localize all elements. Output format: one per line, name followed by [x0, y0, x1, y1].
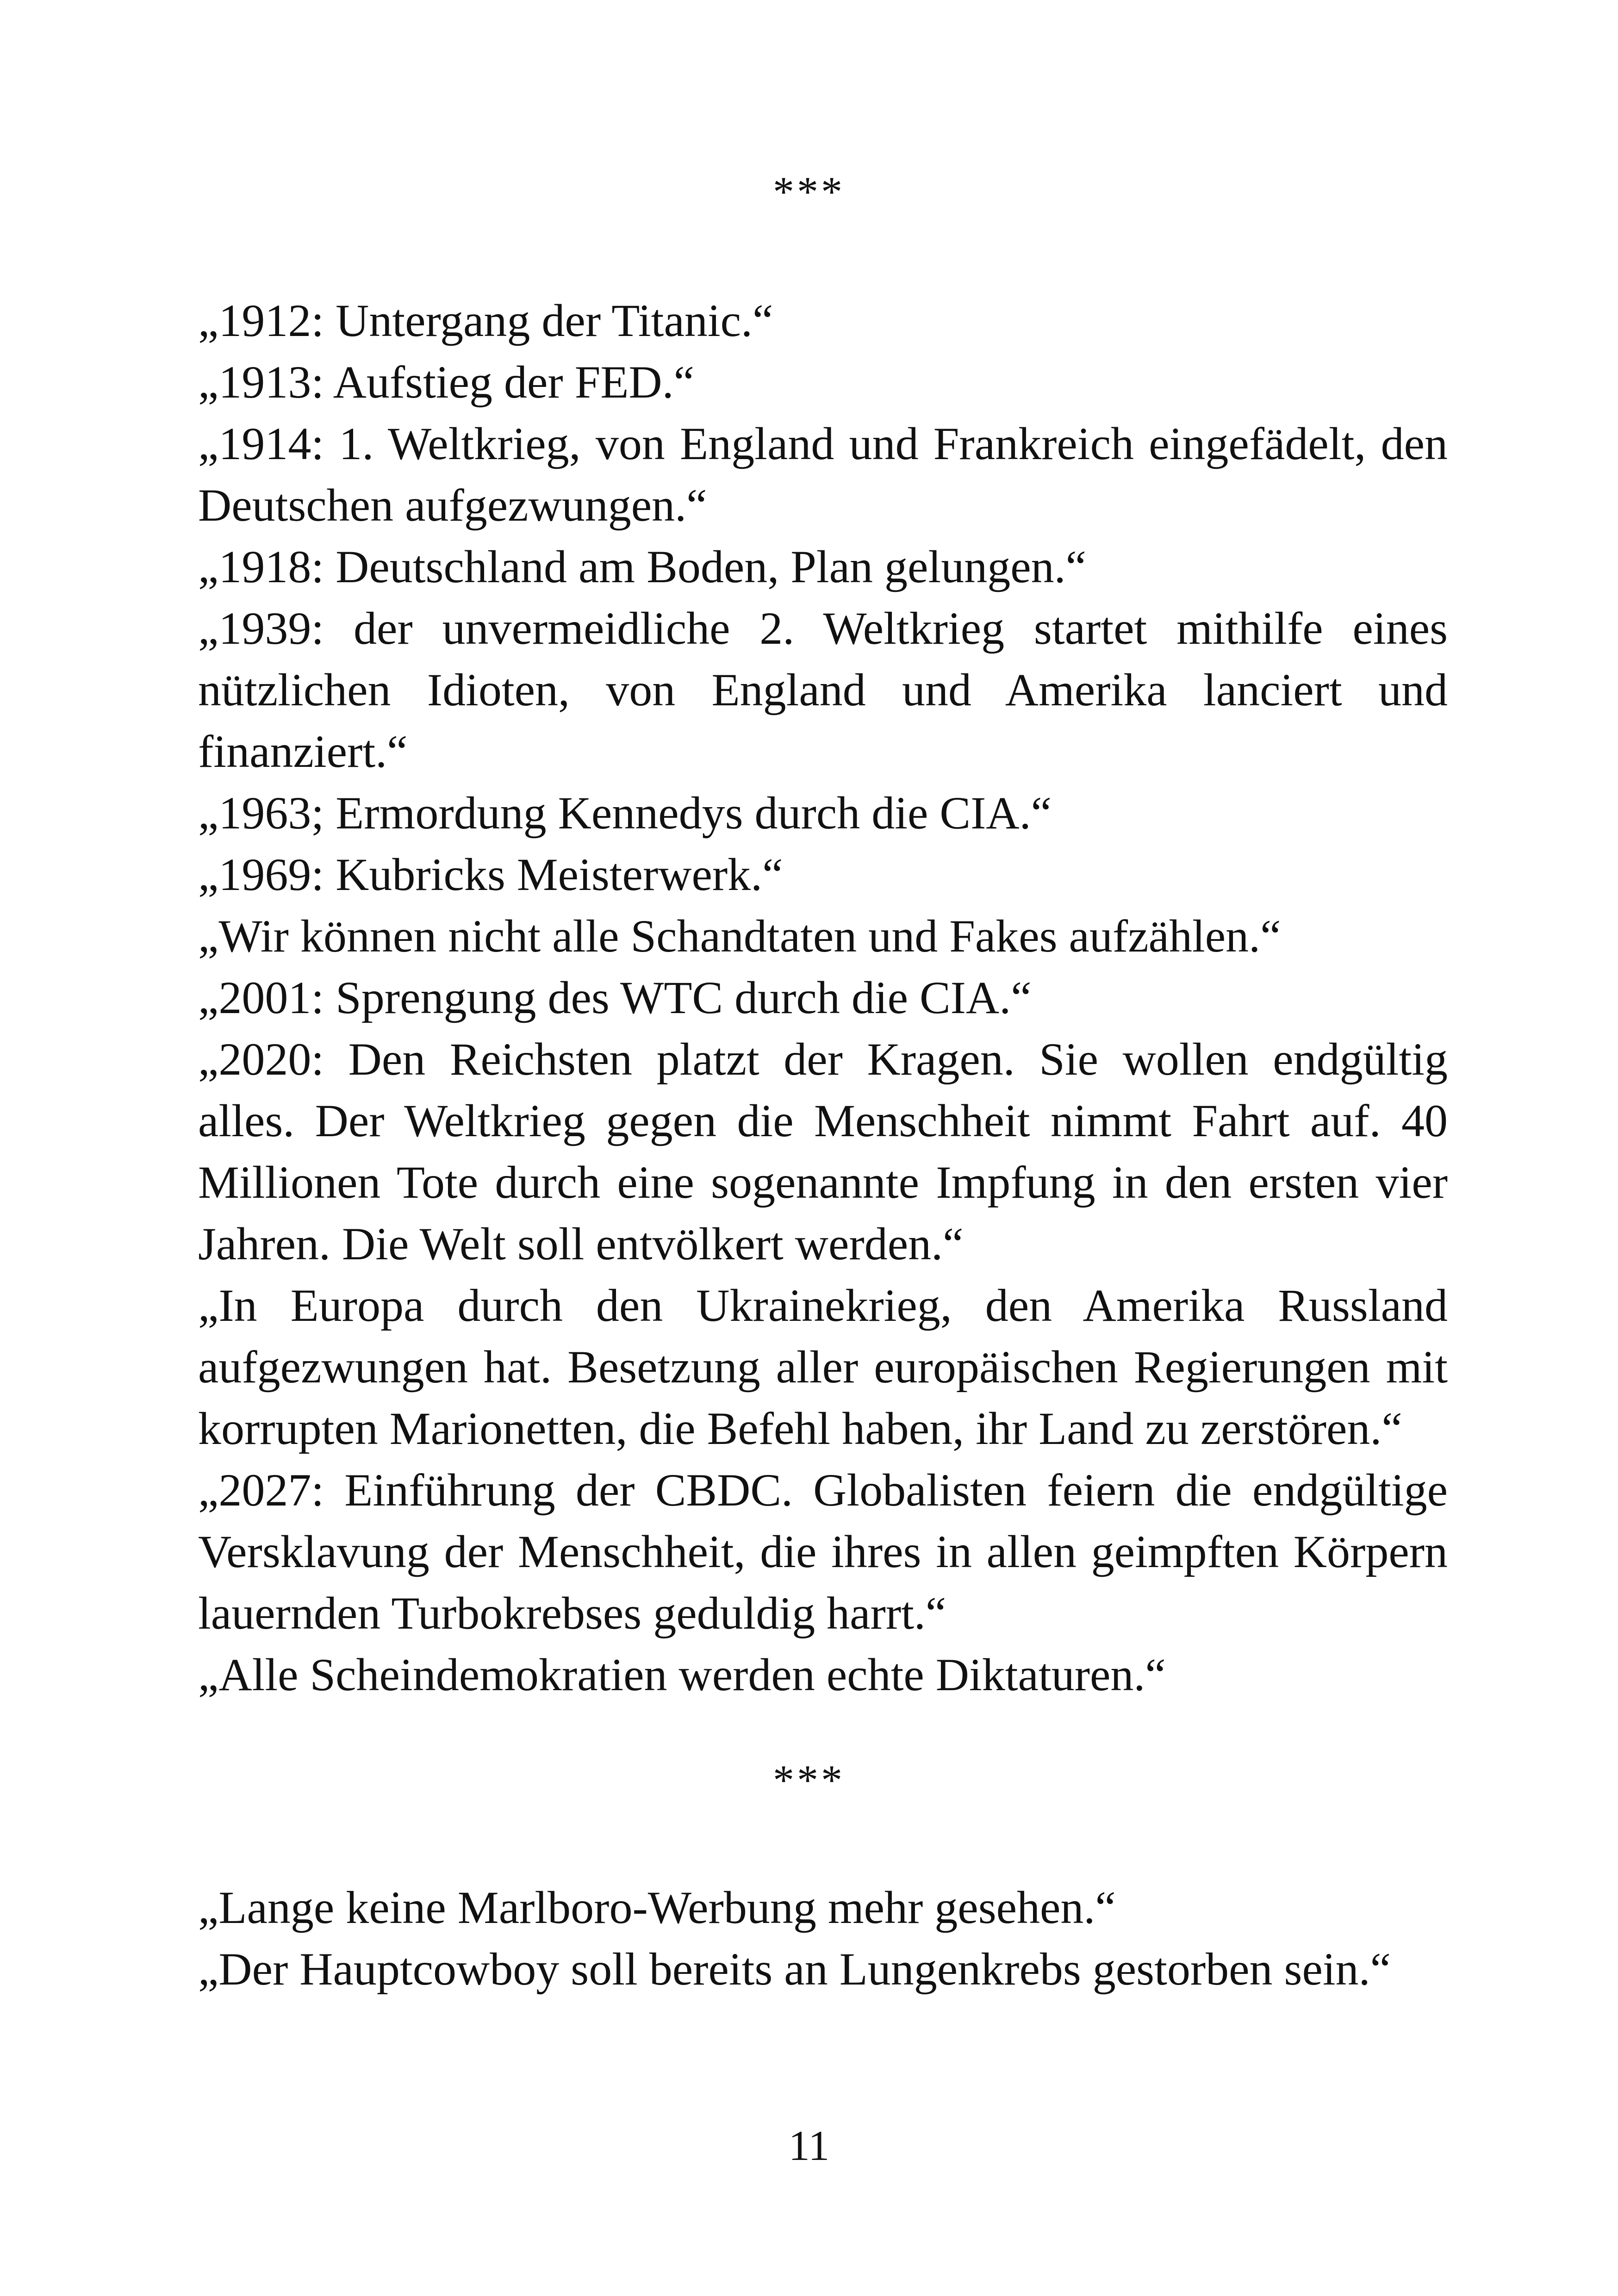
paragraph: „1913: Aufstieg der FED.“ — [198, 356, 695, 408]
section-separator-middle: *** — [773, 1756, 845, 1804]
paragraph: „2020: Den Reichsten platzt der Kragen. Sie wollen endgültig alles. Der Weltkrieg gegen die Menschheit nimmt Fahrt auf. 40 Millionen Tote durch eine sogenannte Impfung in den ersten vier Jahren. Die Welt soll entvölkert werden.“ — [198, 1033, 1448, 1269]
paragraph: „1939: der unvermeidliche 2. Weltkrieg startet mithilfe eines nützlichen Idioten, von England und Amerika lanciert und finanziert.“ — [198, 603, 1448, 777]
paragraph: „1918: Deutschland am Boden, Plan gelungen.“ — [198, 541, 1086, 592]
paragraph: „1914: 1. Weltkrieg, von England und Frankreich eingefädelt, den Deutschen aufgezwungen.“ — [198, 418, 1448, 531]
paragraph: „2001: Sprengung des WTC durch die CIA.“ — [198, 972, 1032, 1023]
paragraph: „Lange keine Marlboro-Werbung mehr gesehen.“ — [198, 1882, 1116, 1933]
paragraph: „Der Hauptcowboy soll bereits an Lungenkrebs gestorben sein.“ — [198, 1943, 1391, 1995]
paragraph: „Alle Scheindemokratien werden echte Diktaturen.“ — [198, 1649, 1166, 1700]
paragraph: „1912: Untergang der Titanic.“ — [198, 295, 773, 346]
paragraph: „1969: Kubricks Meisterwerk.“ — [198, 849, 783, 900]
page-number: 11 — [788, 2122, 830, 2169]
paragraph: „In Europa durch den Ukrainekrieg, den Amerika Russland aufgezwungen hat. Besetzung aller europäischen Regierungen mit korrupten Marionetten, die Befehl haben, ihr Land zu zerstören.“ — [198, 1280, 1448, 1454]
paragraph: „2027: Einführung der CBDC. Globalisten feiern die endgültige Versklavung der Menschheit, die ihres in allen geimpften Körpern lauernden Turbokrebses geduldig harrt.“ — [198, 1464, 1448, 1639]
section-separator-top: *** — [773, 168, 845, 215]
paragraph: „Wir können nicht alle Schandtaten und Fakes aufzählen.“ — [198, 910, 1281, 962]
text-section-1 — [198, 290, 1448, 1705]
text-section-2 — [198, 1877, 1448, 2000]
paragraph: „1963; Ermordung Kennedys durch die CIA.“ — [198, 787, 1052, 839]
